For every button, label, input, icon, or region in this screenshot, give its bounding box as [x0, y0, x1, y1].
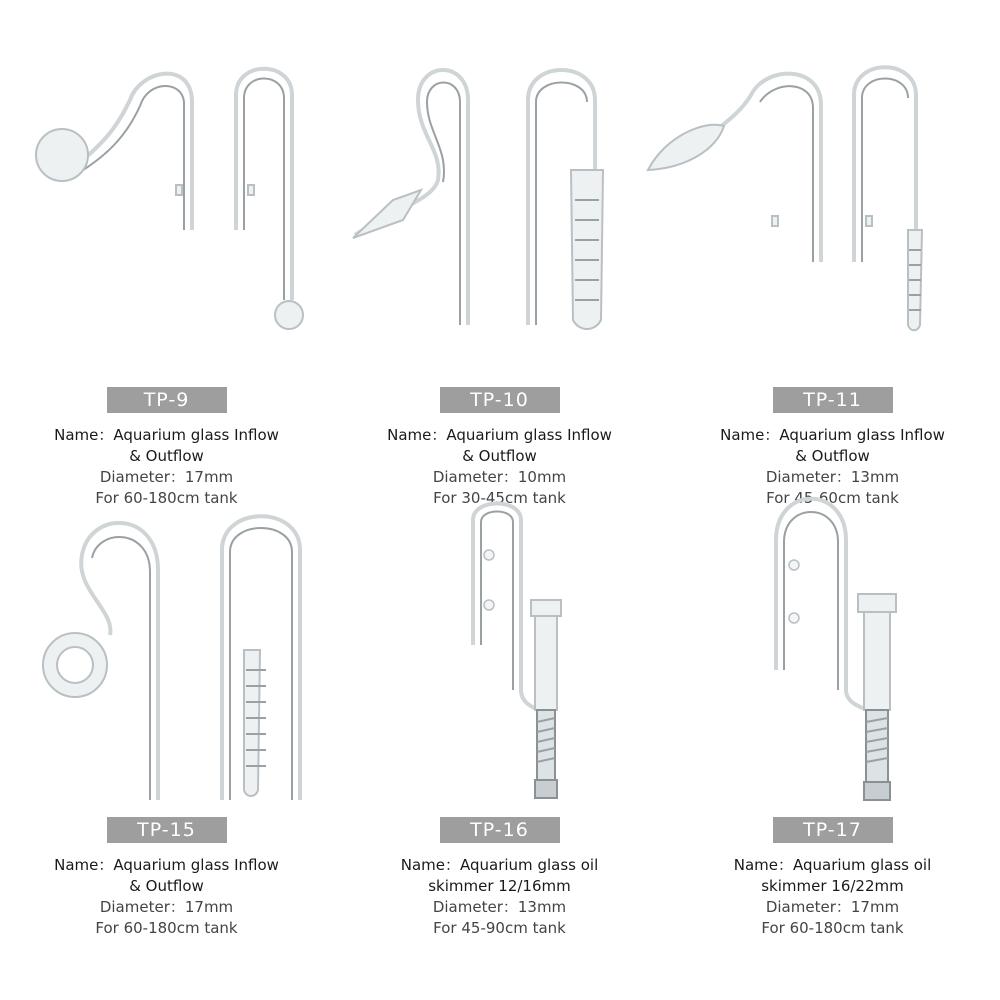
product-tank-size: For 30-45cm tank [433, 489, 566, 507]
product-name-line2: skimmer 12/16mm [428, 877, 571, 895]
product-tank-size: For 60-180cm tank [95, 919, 238, 937]
product-code-badge: TP-9 [107, 387, 227, 413]
product-name-line2: & Outflow [129, 877, 204, 895]
product-tp-9 [0, 40, 333, 510]
product-diameter: Diameter：13mm [765, 468, 900, 486]
product-code-badge: TP-17 [773, 817, 893, 843]
product-diameter: Diameter：10mm [432, 468, 567, 486]
product-code-badge: TP-16 [440, 817, 560, 843]
product-specs [666, 855, 999, 939]
product-name-line1: Name：Aquarium glass Inflow [54, 856, 279, 874]
product-name-line2: skimmer 16/22mm [761, 877, 904, 895]
product-name-line2: & Outflow [795, 447, 870, 465]
product-tp-11 [666, 40, 999, 510]
product-name-line1: Name：Aquarium glass oil [400, 856, 599, 874]
product-diameter: Diameter：17mm [765, 898, 900, 916]
tp-10-glass-pipes-image [333, 40, 666, 380]
product-specs [333, 855, 666, 939]
product-tank-size: For 60-180cm tank [761, 919, 904, 937]
product-tank-size: For 60-180cm tank [95, 489, 238, 507]
product-diameter: Diameter：17mm [99, 468, 234, 486]
product-tp-15 [0, 470, 333, 940]
product-name-line1: Name：Aquarium glass Inflow [387, 426, 612, 444]
product-tank-size: For 45-90cm tank [433, 919, 566, 937]
product-name-line2: & Outflow [462, 447, 537, 465]
product-diameter: Diameter：13mm [432, 898, 567, 916]
product-tp-10 [333, 40, 666, 510]
product-code-badge: TP-11 [773, 387, 893, 413]
tp-15-glass-pipes-image [0, 470, 333, 810]
product-specs [0, 855, 333, 939]
product-tp-17 [666, 470, 999, 940]
product-name-line1: Name：Aquarium glass Inflow [54, 426, 279, 444]
tp-11-glass-pipes-image [666, 40, 999, 380]
tp-17-oil-skimmer-image [666, 470, 999, 810]
product-code-badge: TP-15 [107, 817, 227, 843]
product-tp-16 [333, 470, 666, 940]
product-name-line1: Name：Aquarium glass Inflow [720, 426, 945, 444]
product-diameter: Diameter：17mm [99, 898, 234, 916]
tp-16-oil-skimmer-image [333, 470, 666, 810]
product-tank-size: For 45-60cm tank [766, 489, 899, 507]
product-name-line2: & Outflow [129, 447, 204, 465]
tp-9-glass-pipes-image [0, 40, 333, 380]
product-name-line1: Name：Aquarium glass oil [733, 856, 932, 874]
product-code-badge: TP-10 [440, 387, 560, 413]
